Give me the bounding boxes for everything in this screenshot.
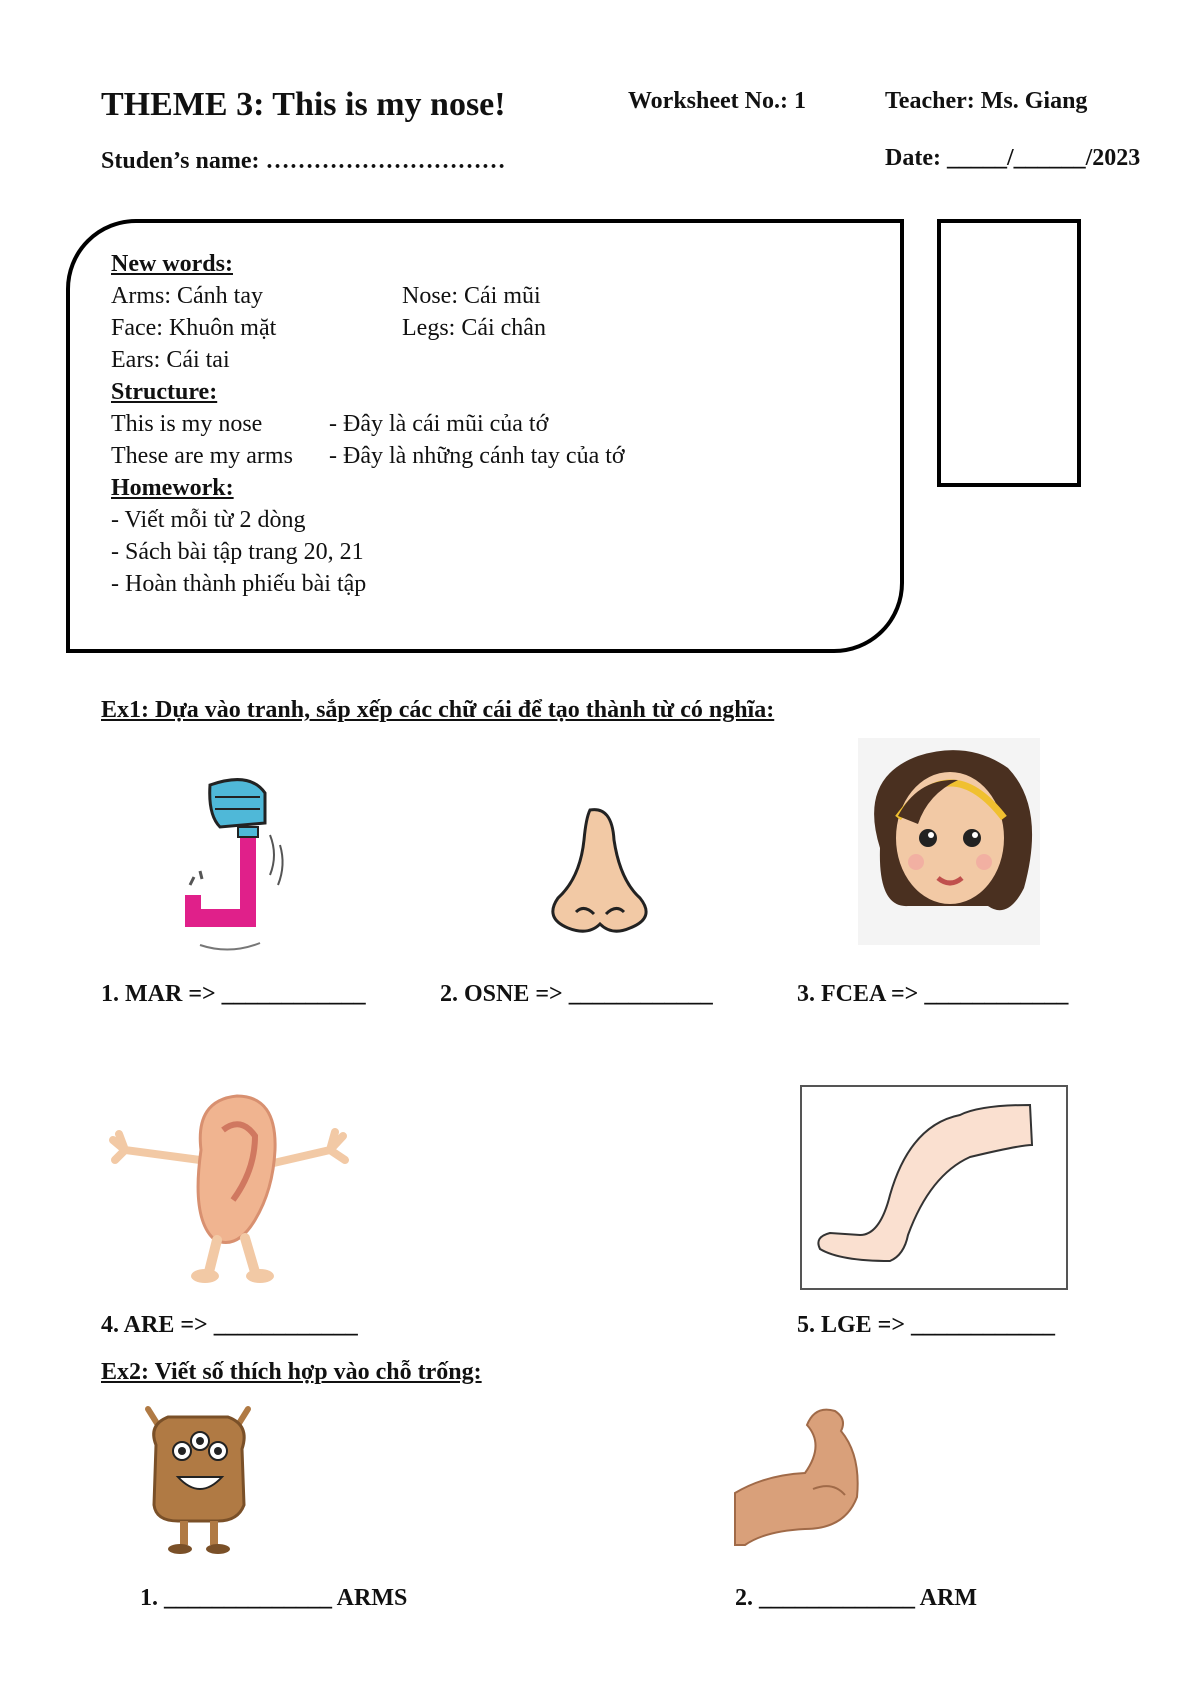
homework-item: - Sách bài tập trang 20, 21 [111,539,364,565]
photo-frame [937,219,1081,487]
teacher-name: Teacher: Ms. Giang [885,88,1088,114]
ex1-question-2[interactable]: 2. OSNE => ____________ [440,981,713,1007]
new-words-list [111,280,546,376]
girl-face-icon [858,738,1040,945]
structure-en-1: This is my nose [111,411,263,437]
homework-item: - Hoàn thành phiếu bài tập [111,571,367,597]
homework-heading: Homework: [111,475,234,501]
structure-vi-2: - Đây là những cánh tay của tớ [329,443,625,469]
student-name-field[interactable]: Studen’s name: ………………………… [101,148,506,174]
structure-heading: Structure: [111,379,218,405]
ex1-question-3[interactable]: 3. FCEA => ____________ [797,981,1069,1007]
structure-en-2: These are my arms [111,443,293,469]
new-words-heading: New words: [111,251,233,277]
ex1-question-4[interactable]: 4. ARE => ____________ [101,1312,358,1338]
page-title: THEME 3: This is my nose! [101,86,506,123]
structure-vi-1: - Đây là cái mũi của tớ [329,411,549,437]
ex1-title: Ex1: Dựa vào tranh, sắp xếp các chữ cái để tạo thành từ có nghĩa: [101,697,775,723]
word-legs: Legs: Cái chân [402,315,546,341]
flexed-arm-icon [180,775,300,960]
word-arms: Arms: Cánh tay [111,283,263,309]
ex2-question-2[interactable]: 2. _____________ ARM [735,1585,977,1611]
info-box-content [111,248,625,600]
ex2-title: Ex2: Viết số thích hợp vào chỗ trống: [101,1359,482,1385]
furry-monster-icon [138,1405,258,1555]
homework-item: - Viết mỗi từ 2 dòng [111,507,306,533]
ear-cartoon-icon [105,1090,355,1285]
ex1-question-1[interactable]: 1. MAR => ____________ [101,981,366,1007]
structure-list [111,408,625,472]
ex2-question-1[interactable]: 1. ______________ ARMS [140,1585,408,1611]
word-nose: Nose: Cái mũi [402,283,541,309]
worksheet-number: Worksheet No.: 1 [628,88,806,114]
bicep-arm-icon [735,1405,865,1545]
ex1-question-5[interactable]: 5. LGE => ____________ [797,1312,1056,1338]
leg-icon [800,1085,1070,1291]
word-ears: Ears: Cái tai [111,347,230,373]
nose-icon [540,800,660,940]
date-field[interactable]: Date: _____/______/2023 [885,145,1141,171]
word-face: Face: Khuôn mặt [111,315,277,341]
